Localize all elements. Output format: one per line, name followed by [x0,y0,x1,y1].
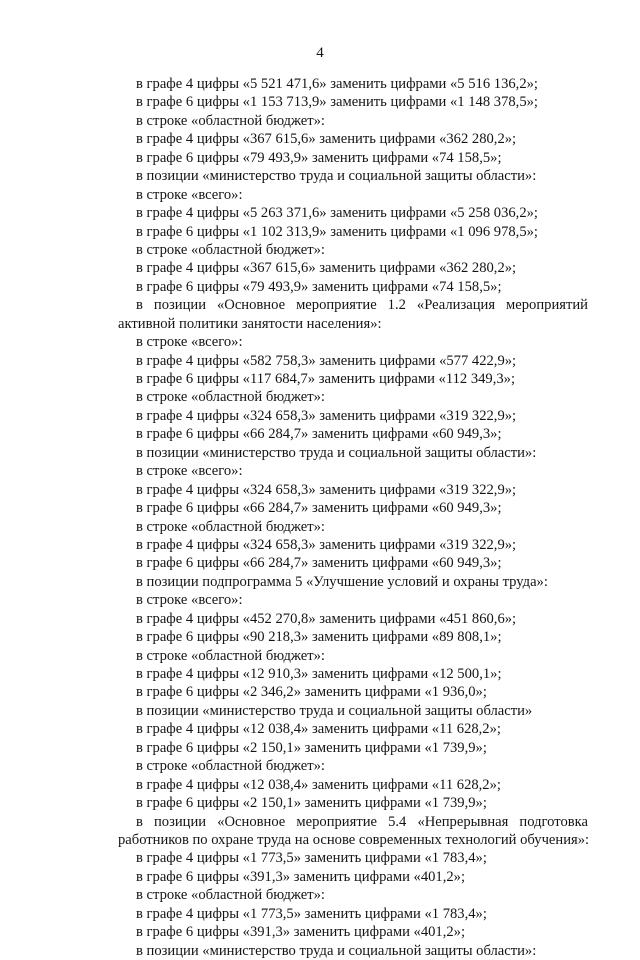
text-line: в строке «всего»: [136,334,243,351]
text-line: в графе 6 цифры «1 153 713,9» заменить цифрами «1 148 378,5»; [136,94,538,111]
text-line: в графе 6 цифры «79 493,9» заменить цифрами «74 158,5»; [136,149,502,166]
text-line: в графе 6 цифры «2 346,2» заменить цифрами «1 936,0»; [136,684,487,701]
text-line: активной политики занятости населения»: [118,315,382,332]
text-line: в графе 4 цифры «12 910,3» заменить цифрами «12 500,1»; [136,666,502,682]
text-line: работников по охране труда на основе современных технологий обучения»: [118,831,590,848]
text-line: в графе 4 цифры «5 521 471,6» заменить цифрами «5 516 136,2»; [136,76,538,92]
text-line: в графе 4 цифры «367 615,6» заменить цифрами «362 280,2»; [136,260,517,277]
text-line: в графе 6 цифры «117 684,7» заменить цифрами «112 349,3»; [136,371,516,387]
text-line: в графе 4 цифры «582 758,3» заменить цифрами «577 422,9»; [136,352,517,369]
text-line: в графе 4 цифры «324 658,3» заменить цифрами «319 322,9»; [136,536,517,553]
text-line: в строке «областной бюджет»: [136,112,325,129]
text-line: в позиции «министерство труда и социальной защиты области»: [136,168,537,185]
page-number: 4 [316,45,324,61]
text-line: в строке «областной бюджет»: [136,241,325,258]
text-line: в позиции «министерство труда и социальной защиты области» [136,702,533,719]
text-line: в строке «областной бюджет»: [136,887,325,904]
text-line: в графе 6 цифры «391,3» заменить цифрами «401,2»; [136,924,466,941]
text-line: в графе 4 цифры «324 658,3» заменить цифрами «319 322,9»; [136,481,517,498]
text-line: в строке «областной бюджет»: [136,647,325,664]
text-line: в графе 4 цифры «1 773,5» заменить цифрами «1 783,4»; [136,850,487,867]
text-line: в графе 6 цифры «2 150,1» заменить цифрами «1 739,9»; [136,795,487,812]
text-line: в графе 4 цифры «12 038,4» заменить цифрами «11 628,2»; [136,721,501,738]
text-line: в позиции «министерство труда и социальной защиты области»: [136,444,537,461]
text-line: в строке «всего»: [136,592,243,609]
text-line: в графе 6 цифры «66 284,7» заменить цифрами «60 949,3»; [136,500,502,517]
text-line: в позиции подпрограмма 5 «Улучшение условий и охраны труда»: [136,573,548,590]
text-line: в графе 6 цифры «1 102 313,9» заменить цифрами «1 096 978,5»; [136,223,538,240]
text-line: в строке «всего»: [136,186,243,203]
text-line: в графе 6 цифры «66 284,7» заменить цифрами «60 949,3»; [136,426,502,443]
text-line: в графе 6 цифры «391,3» заменить цифрами «401,2»; [136,868,466,885]
text-line: в графе 6 цифры «79 493,9» заменить цифрами «74 158,5»; [136,278,502,295]
text-line: в графе 4 цифры «324 658,3» заменить цифрами «319 322,9»; [136,407,517,424]
text-line: в графе 4 цифры «367 615,6» заменить цифрами «362 280,2»; [136,131,517,148]
text-line: в графе 4 цифры «5 263 371,6» заменить цифрами «5 258 036,2»; [136,205,538,222]
text-line: в графе 4 цифры «12 038,4» заменить цифрами «11 628,2»; [136,776,501,793]
text-line: в графе 6 цифры «66 284,7» заменить цифрами «60 949,3»; [136,555,502,572]
text-line: в строке «областной бюджет»: [136,518,325,535]
text-line: в строке «областной бюджет»: [136,758,325,775]
text-line: в позиции «Основное мероприятие 1.2 «Реализация мероприятий [136,297,588,314]
text-line: в графе 4 цифры «1 773,5» заменить цифрами «1 783,4»; [136,905,487,922]
text-line: в строке «областной бюджет»: [136,389,325,406]
text-line: в позиции «министерство труда и социальной защиты области»: [136,942,537,959]
text-line: в позиции «Основное мероприятие 5.4 «Непрерывная подготовка [136,813,588,830]
text-line: в графе 6 цифры «2 150,1» заменить цифрами «1 739,9»; [136,739,487,756]
text-line: в строке «всего»: [136,463,243,480]
text-line: в графе 6 цифры «90 218,3» заменить цифрами «89 808,1»; [136,629,502,646]
text-line: в графе 4 цифры «452 270,8» заменить цифрами «451 860,6»; [136,610,517,627]
document-body [118,75,588,960]
